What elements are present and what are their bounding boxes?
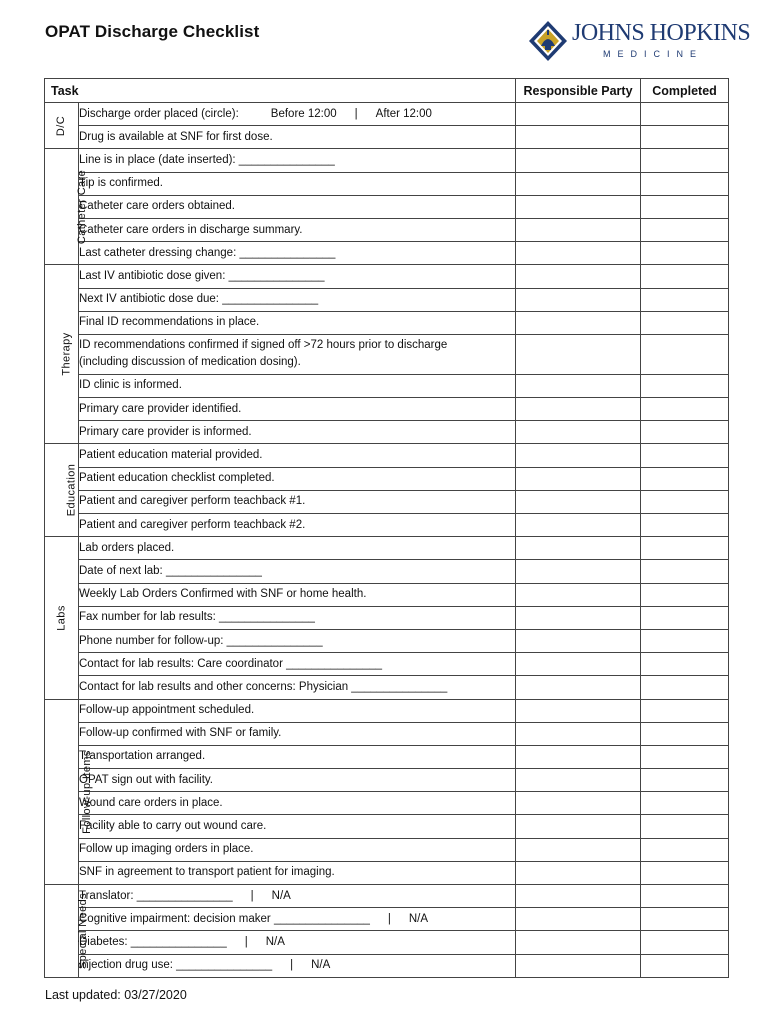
- table-row: [45, 490, 729, 513]
- completed-cell[interactable]: [641, 653, 729, 676]
- task-text: ID recommendations confirmed if signed off >72 hours prior to discharge: [79, 339, 448, 352]
- table-row: [45, 265, 729, 288]
- task-text: SNF in agreement to transport patient for imaging.: [79, 866, 335, 879]
- table-row: [45, 745, 729, 768]
- table-row: [45, 195, 729, 218]
- table-row: [45, 288, 729, 311]
- table-row: [45, 514, 729, 537]
- table-row: [45, 103, 729, 126]
- task-cell: [79, 444, 516, 467]
- checklist-body: [45, 103, 729, 978]
- table-row: [45, 334, 729, 374]
- task-text: Follow-up appointment scheduled.: [79, 704, 255, 717]
- task-cell: [79, 149, 516, 172]
- task-text: Follow-up confirmed with SNF or family.: [79, 727, 282, 740]
- category-label: Follow-up Items: [80, 749, 93, 834]
- task-cell: [79, 769, 516, 792]
- shield-icon: [528, 20, 568, 62]
- completed-cell[interactable]: [641, 218, 729, 241]
- task-cell: [79, 311, 516, 334]
- completed-cell[interactable]: [641, 583, 729, 606]
- category-label: Therapy: [60, 332, 73, 376]
- task-cell: [79, 537, 516, 560]
- task-cell: [79, 699, 516, 722]
- task-text: Primary care provider is informed.: [79, 425, 252, 438]
- task-text: Transportation arranged.: [79, 750, 206, 763]
- completed-cell[interactable]: [641, 676, 729, 699]
- completed-cell[interactable]: [641, 490, 729, 513]
- category-therapy: [45, 265, 79, 444]
- option-separator: |: [354, 107, 358, 120]
- completed-cell[interactable]: [641, 126, 729, 149]
- responsible-party-cell[interactable]: [516, 815, 641, 838]
- responsible-party-cell[interactable]: [516, 653, 641, 676]
- table-row: [45, 815, 729, 838]
- task-text: Last IV antibiotic dose given: _______________: [79, 269, 325, 282]
- responsible-party-cell[interactable]: [516, 126, 641, 149]
- category-labs: [45, 537, 79, 699]
- responsible-party-cell[interactable]: [516, 103, 641, 126]
- task-cell: [79, 467, 516, 490]
- task-text: Contact for lab results: Care coordinator _______________: [79, 657, 383, 670]
- task-text: Cognitive impairment: decision maker _______________: [79, 912, 370, 925]
- completed-cell[interactable]: [641, 769, 729, 792]
- completed-cell[interactable]: [641, 172, 729, 195]
- task-text: Injection drug use: _______________: [79, 959, 273, 972]
- task-text: Discharge order placed (circle):: [79, 107, 239, 120]
- table-row: [45, 653, 729, 676]
- responsible-party-cell[interactable]: [516, 311, 641, 334]
- task-text: Patient and caregiver perform teachback #1.: [79, 495, 306, 508]
- completed-cell[interactable]: [641, 103, 729, 126]
- responsible-party-cell[interactable]: [516, 769, 641, 792]
- johns-hopkins-logo: [528, 18, 751, 66]
- category-label: Education: [65, 464, 78, 517]
- task-text: Contact for lab results and other concerns: Physician _______________: [79, 680, 448, 693]
- table-row: [45, 792, 729, 815]
- table-row: [45, 126, 729, 149]
- completed-cell[interactable]: [641, 467, 729, 490]
- category-d-c: [45, 103, 79, 149]
- task-cell: [79, 172, 516, 195]
- completed-cell[interactable]: [641, 792, 729, 815]
- completed-cell[interactable]: [641, 288, 729, 311]
- table-row: [45, 885, 729, 908]
- task-text: Fax number for lab results: _______________: [79, 611, 315, 624]
- responsible-party-cell[interactable]: [516, 560, 641, 583]
- task-cell: [79, 126, 516, 149]
- logo-subtitle: MEDICINE: [603, 49, 704, 59]
- completed-cell[interactable]: [641, 311, 729, 334]
- table-row: [45, 931, 729, 954]
- responsible-party-cell[interactable]: [516, 288, 641, 311]
- completed-cell[interactable]: [641, 931, 729, 954]
- category-follow-up-items: [45, 699, 93, 885]
- completed-cell[interactable]: [641, 954, 729, 977]
- task-cell: [79, 885, 516, 908]
- option-na[interactable]: N/A: [271, 889, 291, 902]
- responsible-party-cell[interactable]: [516, 537, 641, 560]
- task-text: Catheter care orders obtained.: [79, 200, 235, 213]
- table-row: [45, 954, 729, 977]
- completed-cell[interactable]: [641, 629, 729, 652]
- task-cell: [79, 334, 516, 374]
- task-text: ID clinic is informed.: [79, 379, 182, 392]
- completed-cell[interactable]: [641, 606, 729, 629]
- responsible-party-cell[interactable]: [516, 514, 641, 537]
- option-separator: |: [387, 912, 391, 925]
- option-na[interactable]: N/A: [311, 959, 331, 972]
- category-label: Special Needs: [77, 892, 90, 969]
- table-row: [45, 444, 729, 467]
- task-cell: [79, 653, 516, 676]
- table-row: [45, 699, 729, 722]
- table-row: [45, 374, 729, 397]
- task-text: Facility able to carry out wound care.: [79, 820, 267, 833]
- category-catheter-care: [45, 149, 89, 265]
- table-row: [45, 838, 729, 861]
- task-cell: [79, 954, 516, 977]
- table-row: [45, 676, 729, 699]
- task-cell: [79, 218, 516, 241]
- task-cell: [79, 421, 516, 444]
- completed-cell[interactable]: [641, 334, 729, 374]
- option-separator: |: [290, 959, 294, 972]
- responsible-party-cell[interactable]: [516, 885, 641, 908]
- task-cell: [79, 676, 516, 699]
- table-row: [45, 467, 729, 490]
- table-row: [45, 172, 729, 195]
- option-after[interactable]: After 12:00: [375, 107, 432, 120]
- task-cell: [79, 583, 516, 606]
- task-cell: [79, 792, 516, 815]
- table-row: [45, 769, 729, 792]
- option-separator: |: [244, 935, 248, 948]
- logo-wordmark: JOHNS HOPKINS: [572, 20, 751, 46]
- responsible-party-cell[interactable]: [516, 265, 641, 288]
- responsible-party-cell[interactable]: [516, 583, 641, 606]
- task-cell: [79, 722, 516, 745]
- option-separator: |: [250, 889, 254, 902]
- table-row: [45, 537, 729, 560]
- category-education: [45, 444, 79, 537]
- task-text: Weekly Lab Orders Confirmed with SNF or home health.: [79, 588, 367, 601]
- task-cell: [79, 745, 516, 768]
- task-cell: [79, 838, 516, 861]
- task-cell: [79, 374, 516, 397]
- responsible-party-cell[interactable]: [516, 722, 641, 745]
- responsible-party-cell[interactable]: [516, 467, 641, 490]
- table-row: [45, 722, 729, 745]
- task-cell: [79, 195, 516, 218]
- task-text: Primary care provider identified.: [79, 402, 242, 415]
- table-row: [45, 908, 729, 931]
- completed-cell[interactable]: [641, 885, 729, 908]
- task-text: Catheter care orders in discharge summary.: [79, 223, 303, 236]
- task-text: Translator: _______________: [79, 889, 233, 902]
- task-cell: [79, 606, 516, 629]
- table-row: [45, 398, 729, 421]
- responsible-party-cell[interactable]: [516, 908, 641, 931]
- page-title: OPAT Discharge Checklist: [45, 22, 260, 41]
- option-na[interactable]: N/A: [408, 912, 429, 925]
- table-row: [45, 861, 729, 884]
- task-cell: [79, 908, 516, 931]
- table-row: [45, 149, 729, 172]
- table-row: [45, 629, 729, 652]
- completed-cell[interactable]: [641, 908, 729, 931]
- responsible-party-cell[interactable]: [516, 676, 641, 699]
- completed-cell[interactable]: [641, 815, 729, 838]
- responsible-party-cell[interactable]: [516, 398, 641, 421]
- responsible-party-cell[interactable]: [516, 699, 641, 722]
- responsible-party-cell[interactable]: [516, 931, 641, 954]
- category-label: D/C: [55, 115, 68, 136]
- responsible-party-cell[interactable]: [516, 334, 641, 374]
- completed-cell[interactable]: [641, 242, 729, 265]
- task-text: Patient and caregiver perform teachback #2.: [79, 518, 306, 531]
- last-updated: Last updated: 03/27/2020: [45, 988, 187, 1002]
- option-before[interactable]: Before 12:00: [270, 107, 337, 120]
- task-text: Follow up imaging orders in place.: [79, 843, 254, 856]
- responsible-party-cell[interactable]: [516, 444, 641, 467]
- completed-cell[interactable]: [641, 265, 729, 288]
- responsible-party-cell[interactable]: [516, 629, 641, 652]
- task-text: Patient education checklist completed.: [79, 472, 275, 485]
- table-row: [45, 242, 729, 265]
- completed-cell[interactable]: [641, 861, 729, 884]
- completed-cell[interactable]: [641, 722, 729, 745]
- responsible-party-cell[interactable]: [516, 195, 641, 218]
- completed-cell[interactable]: [641, 374, 729, 397]
- completed-cell[interactable]: [641, 560, 729, 583]
- responsible-party-cell[interactable]: [516, 149, 641, 172]
- task-text: Drug is available at SNF for first dose.: [79, 130, 273, 143]
- task-cell: [79, 242, 516, 265]
- responsible-party-cell[interactable]: [516, 172, 641, 195]
- category-label: Catheter Care: [76, 169, 89, 244]
- responsible-party-cell[interactable]: [516, 421, 641, 444]
- task-text: Line is in place (date inserted): _______________: [79, 153, 335, 166]
- responsible-party-cell[interactable]: [516, 838, 641, 861]
- completed-cell[interactable]: [641, 838, 729, 861]
- task-text: Next IV antibiotic dose due: _______________: [79, 293, 319, 306]
- completed-cell[interactable]: [641, 195, 729, 218]
- option-na[interactable]: N/A: [265, 935, 285, 948]
- completed-cell[interactable]: [641, 699, 729, 722]
- completed-cell[interactable]: [641, 421, 729, 444]
- category-special-needs: [45, 885, 90, 978]
- task-cell: [79, 288, 516, 311]
- task-cell: [79, 861, 516, 884]
- table-row: [45, 421, 729, 444]
- table-row: [45, 311, 729, 334]
- task-text: Phone number for follow-up: _______________: [79, 634, 323, 647]
- task-cell: [79, 490, 516, 513]
- task-header: Task: [45, 79, 516, 103]
- task-text: OPAT sign out with facility.: [79, 773, 214, 786]
- completed-cell[interactable]: [641, 514, 729, 537]
- task-cell: [79, 815, 516, 838]
- task-text: Tip is confirmed.: [79, 177, 163, 190]
- responsible-party-cell[interactable]: [516, 606, 641, 629]
- task-text: Final ID recommendations in place.: [79, 316, 260, 329]
- completed-header: Completed: [641, 79, 729, 103]
- completed-cell[interactable]: [641, 149, 729, 172]
- task-cell: [79, 398, 516, 421]
- task-cell: [79, 629, 516, 652]
- checklist-table: [44, 78, 729, 978]
- responsible-party-cell[interactable]: [516, 792, 641, 815]
- completed-cell[interactable]: [641, 444, 729, 467]
- table-row: [45, 583, 729, 606]
- task-text: Last catheter dressing change: _______________: [79, 246, 336, 259]
- task-cell: [79, 265, 516, 288]
- task-cell: [79, 103, 516, 126]
- category-label: Labs: [55, 605, 68, 631]
- responsible-party-cell[interactable]: [516, 954, 641, 977]
- completed-cell[interactable]: [641, 745, 729, 768]
- task-text: Diabetes: _______________: [79, 935, 227, 948]
- table-row: [45, 606, 729, 629]
- responsible-party-cell[interactable]: [516, 861, 641, 884]
- task-cell: [79, 514, 516, 537]
- responsible-party-cell[interactable]: [516, 490, 641, 513]
- table-row: [45, 560, 729, 583]
- responsible-party-cell[interactable]: [516, 218, 641, 241]
- task-text: Lab orders placed.: [79, 541, 175, 554]
- responsible-party-cell[interactable]: [516, 374, 641, 397]
- task-text-continued: (including discussion of medication dosing).: [79, 356, 301, 369]
- table-row: [45, 218, 729, 241]
- task-text: Patient education material provided.: [79, 449, 263, 462]
- responsible-party-cell[interactable]: [516, 242, 641, 265]
- task-cell: [79, 560, 516, 583]
- task-text: Date of next lab: _______________: [79, 564, 262, 577]
- task-text: Wound care orders in place.: [79, 796, 223, 809]
- completed-cell[interactable]: [641, 537, 729, 560]
- responsible-party-header: Responsible Party: [516, 79, 641, 103]
- responsible-party-cell[interactable]: [516, 745, 641, 768]
- task-cell: [79, 931, 516, 954]
- completed-cell[interactable]: [641, 398, 729, 421]
